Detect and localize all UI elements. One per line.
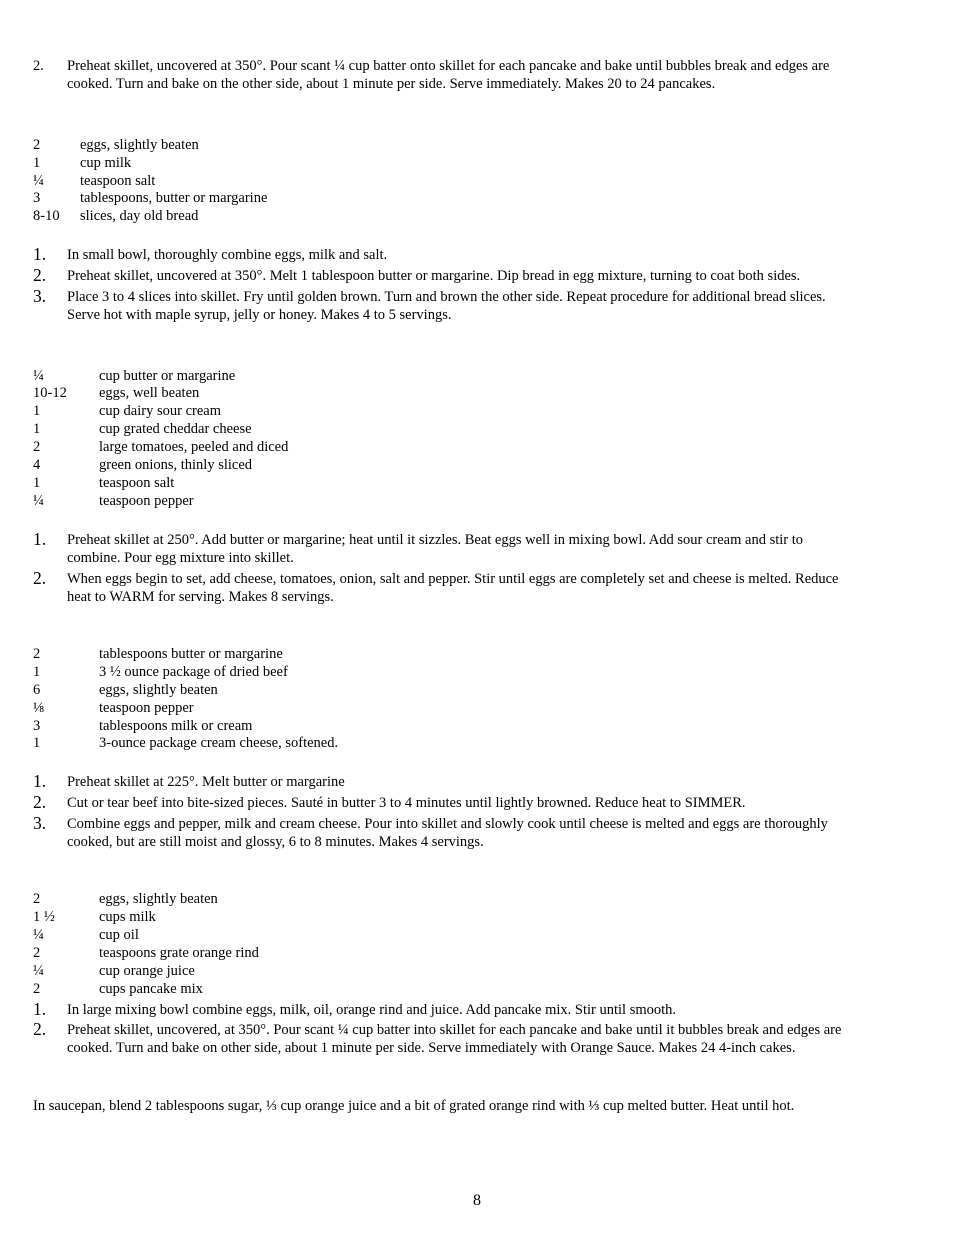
step-text: Place 3 to 4 slices into skillet. Fry until golden brown. Turn and brown the other side. Repeat procedure for additional bread slices. bbox=[67, 289, 826, 305]
ingredient-qty: 2 bbox=[33, 891, 41, 907]
ingredient-item: teaspoon pepper bbox=[99, 493, 194, 509]
ingredient-item: tablespoons milk or cream bbox=[99, 718, 253, 734]
ingredient-qty: 10-12 bbox=[33, 385, 67, 401]
ingredient-item: cup oil bbox=[99, 927, 139, 943]
ingredient-item: cup milk bbox=[80, 155, 132, 171]
step-number: 3. bbox=[33, 286, 47, 306]
step-number: 1. bbox=[33, 771, 47, 791]
ingredient-item: slices, day old bread bbox=[80, 208, 199, 224]
step-text: Preheat skillet, uncovered, at 350°. Pour scant ¼ cup batter into skillet for each pancake and bake until it bubbles break and edges are bbox=[67, 1022, 842, 1038]
orange-sauce-paragraph: In saucepan, blend 2 tablespoons sugar, ⅓ cup orange juice and a bit of grated orange rind with ⅓ cup melted butter. Heat until hot. bbox=[33, 1098, 795, 1114]
step-text: In small bowl, thoroughly combine eggs, milk and salt. bbox=[67, 247, 388, 263]
ingredient-qty: ¼ bbox=[33, 368, 44, 384]
ingredient-item: cup grated cheddar cheese bbox=[99, 421, 252, 437]
ingredient-item: green onions, thinly sliced bbox=[99, 457, 253, 473]
ingredient-qty: ¼ bbox=[33, 927, 44, 943]
step-number: 2. bbox=[33, 792, 47, 812]
step-number: 2. bbox=[33, 58, 44, 74]
ingredient-item: cups pancake mix bbox=[99, 981, 203, 997]
step-number: 3. bbox=[33, 813, 47, 833]
step-number: 1. bbox=[33, 529, 47, 549]
ingredient-qty: ¼ bbox=[33, 963, 44, 979]
step-text: cooked, but are still moist and glossy, 6 to 8 minutes. Makes 4 servings. bbox=[67, 834, 484, 850]
ingredient-item: cup dairy sour cream bbox=[99, 403, 221, 419]
step-text: Preheat skillet, uncovered at 350°. Pour scant ¼ cup batter onto skillet for each pancake and bake until bubbles break and edges are bbox=[67, 58, 830, 74]
ingredient-qty: 1 bbox=[33, 421, 41, 437]
ingredient-qty: 3 bbox=[33, 190, 41, 206]
ingredient-qty: 6 bbox=[33, 682, 41, 698]
step-text: Combine eggs and pepper, milk and cream cheese. Pour into skillet and slowly cook until cheese is melted and eggs are thoroughly bbox=[67, 816, 828, 832]
ingredient-qty: 2 bbox=[33, 981, 41, 997]
step-text: heat to WARM for serving. Makes 8 servings. bbox=[67, 589, 334, 605]
ingredient-item: cup butter or margarine bbox=[99, 368, 236, 384]
ingredient-qty: 1 bbox=[33, 403, 41, 419]
ingredient-item: tablespoons butter or margarine bbox=[99, 646, 283, 662]
ingredient-qty: 2 bbox=[33, 439, 41, 455]
step-text: Preheat skillet at 225°. Melt butter or margarine bbox=[67, 774, 345, 790]
step-number: 1. bbox=[33, 244, 47, 264]
ingredient-item: eggs, slightly beaten bbox=[99, 891, 218, 907]
step-number: 2. bbox=[33, 1019, 47, 1039]
ingredient-qty: 3 bbox=[33, 718, 41, 734]
step-text: Preheat skillet at 250°. Add butter or margarine; heat until it sizzles. Beat eggs well in mixing bowl. Add sour cream and stir to bbox=[67, 532, 804, 548]
ingredient-qty: 1 bbox=[33, 155, 41, 171]
ingredient-qty: 1 bbox=[33, 664, 41, 680]
step-text: cooked. Turn and bake on other side, about 1 minute per side. Serve immediately with Orange Sauce. Makes 24 4-inch cakes. bbox=[67, 1040, 796, 1056]
step-number: 2. bbox=[33, 265, 47, 285]
ingredient-item: teaspoon salt bbox=[80, 173, 156, 189]
page-number: 8 bbox=[473, 1192, 481, 1209]
ingredient-item: teaspoon pepper bbox=[99, 700, 194, 716]
ingredient-qty: 2 bbox=[33, 646, 41, 662]
step-text: Serve hot with maple syrup, jelly or honey. Makes 4 to 5 servings. bbox=[67, 307, 452, 323]
ingredient-qty: 2 bbox=[33, 137, 41, 153]
ingredient-item: eggs, well beaten bbox=[99, 385, 200, 401]
ingredient-item: 3 ½ ounce package of dried beef bbox=[99, 664, 288, 680]
ingredient-qty: 1 ½ bbox=[33, 909, 55, 925]
ingredient-item: tablespoons, butter or margarine bbox=[80, 190, 268, 206]
ingredient-qty: 2 bbox=[33, 945, 41, 961]
ingredient-item: teaspoon salt bbox=[99, 475, 175, 491]
step-number: 2. bbox=[33, 568, 47, 588]
ingredient-qty: ¼ bbox=[33, 493, 44, 509]
step-text: Preheat skillet, uncovered at 350°. Melt 1 tablespoon butter or margarine. Dip bread in egg mixture, turning to coat both sides. bbox=[67, 268, 801, 284]
ingredient-qty: 4 bbox=[33, 457, 41, 473]
ingredient-item: teaspoons grate orange rind bbox=[99, 945, 259, 961]
step-number: 1. bbox=[33, 999, 47, 1019]
ingredient-qty: 1 bbox=[33, 475, 41, 491]
ingredient-item: eggs, slightly beaten bbox=[99, 682, 218, 698]
ingredient-item: 3-ounce package cream cheese, softened. bbox=[99, 735, 339, 751]
step-text: cooked. Turn and bake on the other side, about 1 minute per side. Serve immediately. Makes 20 to 24 pancakes. bbox=[67, 76, 716, 92]
step-text: When eggs begin to set, add cheese, tomatoes, onion, salt and pepper. Stir until eggs are completely set and cheese is melted. Reduce bbox=[67, 571, 839, 587]
ingredient-qty: 8-10 bbox=[33, 208, 60, 224]
ingredient-item: cups milk bbox=[99, 909, 156, 925]
ingredient-item: cup orange juice bbox=[99, 963, 195, 979]
ingredient-item: large tomatoes, peeled and diced bbox=[99, 439, 289, 455]
step-text: combine. Pour egg mixture into skillet. bbox=[67, 550, 294, 566]
step-text: Cut or tear beef into bite-sized pieces. Sauté in butter 3 to 4 minutes until lightly browned. Reduce heat to SIMMER. bbox=[67, 795, 746, 811]
ingredient-qty: 1 bbox=[33, 735, 41, 751]
ingredient-qty: ⅛ bbox=[33, 700, 44, 716]
ingredient-qty: ¼ bbox=[33, 173, 44, 189]
step-text: In large mixing bowl combine eggs, milk, oil, orange rind and juice. Add pancake mix. Stir until smooth. bbox=[67, 1002, 677, 1018]
ingredient-item: eggs, slightly beaten bbox=[80, 137, 199, 153]
